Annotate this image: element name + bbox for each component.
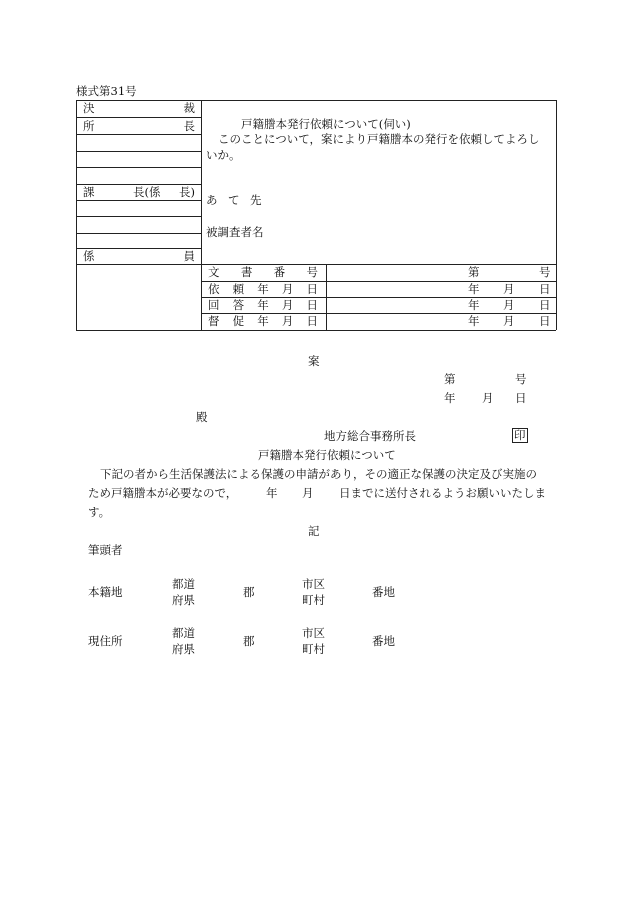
letter-date-nen: 年 (444, 391, 456, 405)
kessai-label: 決 裁 (83, 101, 195, 115)
letter-date-tsuki: 月 (482, 391, 494, 405)
subject-label: 被調査者名 (206, 225, 264, 239)
tokusoku-hi: 日 (539, 314, 551, 328)
honseki-shiku-1: 市区 (302, 577, 325, 591)
letter-body-line2b: 日までに送付されるようお願いいたしま (339, 486, 546, 500)
kaito-nen: 年 (468, 298, 480, 312)
honseki-banchi: 番地 (372, 585, 395, 599)
letter-title: 戸籍謄本発行依頼について (258, 448, 396, 462)
tokusoku-label: 督 促 年 月 日 (208, 314, 318, 328)
form-number: 様式第31号 (76, 84, 137, 98)
letter-body-nen: 年 (266, 486, 278, 500)
honseki-gun: 郡 (243, 585, 255, 599)
irai-nen: 年 (468, 282, 480, 296)
kaito-hi: 日 (539, 298, 551, 312)
request-body-line2: いか。 (206, 148, 241, 162)
request-body-line1: このことについて，案により戸籍謄本の発行を依頼してよろし (218, 132, 540, 146)
letter-date-hi: 日 (515, 391, 527, 405)
kacho-label: 課 長(係 長) (83, 185, 195, 199)
ki-mark: 記 (308, 524, 320, 538)
bunsho-dai: 第 (468, 265, 480, 279)
addressee-dono: 殿 (196, 410, 208, 424)
bunsho-go: 号 (539, 265, 551, 279)
genjusho-gun: 郡 (243, 634, 255, 648)
genjusho-label: 現住所 (88, 634, 123, 648)
kaito-tsuki: 月 (503, 298, 515, 312)
hittousha-label: 筆頭者 (88, 543, 123, 557)
letter-body-tsuki: 月 (302, 486, 314, 500)
irai-hi: 日 (539, 282, 551, 296)
irai-tsuki: 月 (503, 282, 515, 296)
kaito-label: 回 答 年 月 日 (208, 298, 318, 312)
genjusho-shiku-1: 市区 (302, 626, 325, 640)
genjusho-banchi: 番地 (372, 634, 395, 648)
honseki-label: 本籍地 (88, 585, 123, 599)
genjusho-todofuken-1: 都道 (172, 626, 195, 640)
letter-number-dai: 第 (444, 372, 456, 386)
shocho-label: 所 長 (83, 119, 195, 133)
draft-mark: 案 (308, 354, 320, 368)
bunsho-label: 文 書 番 号 (208, 265, 318, 279)
sender-name: 地方総合事務所長 (324, 429, 416, 443)
genjusho-todofuken-2: 府県 (172, 642, 195, 656)
approval-table (76, 100, 556, 330)
kakari-label: 係 員 (83, 249, 195, 263)
letter-body-line2a: ため戸籍謄本が必要なので， (88, 486, 238, 500)
request-title: 戸籍謄本発行依頼について(伺い) (241, 117, 411, 131)
letter-body-line3: す。 (88, 505, 111, 519)
honseki-todofuken-2: 府県 (172, 593, 195, 607)
seal-box: 印 (514, 428, 526, 442)
letter-body-line1: 下記の者から生活保護法による保護の申請があり，その適正な保護の決定及び実施の (100, 467, 537, 481)
honseki-todofuken-1: 都道 (172, 577, 195, 591)
letter-number-go: 号 (515, 372, 527, 386)
irai-label: 依 頼 年 月 日 (208, 282, 318, 296)
genjusho-shiku-2: 町村 (302, 642, 325, 656)
tokusoku-nen: 年 (468, 314, 480, 328)
atesaki-label: あ て 先 (206, 193, 262, 207)
tokusoku-tsuki: 月 (503, 314, 515, 328)
honseki-shiku-2: 町村 (302, 593, 325, 607)
